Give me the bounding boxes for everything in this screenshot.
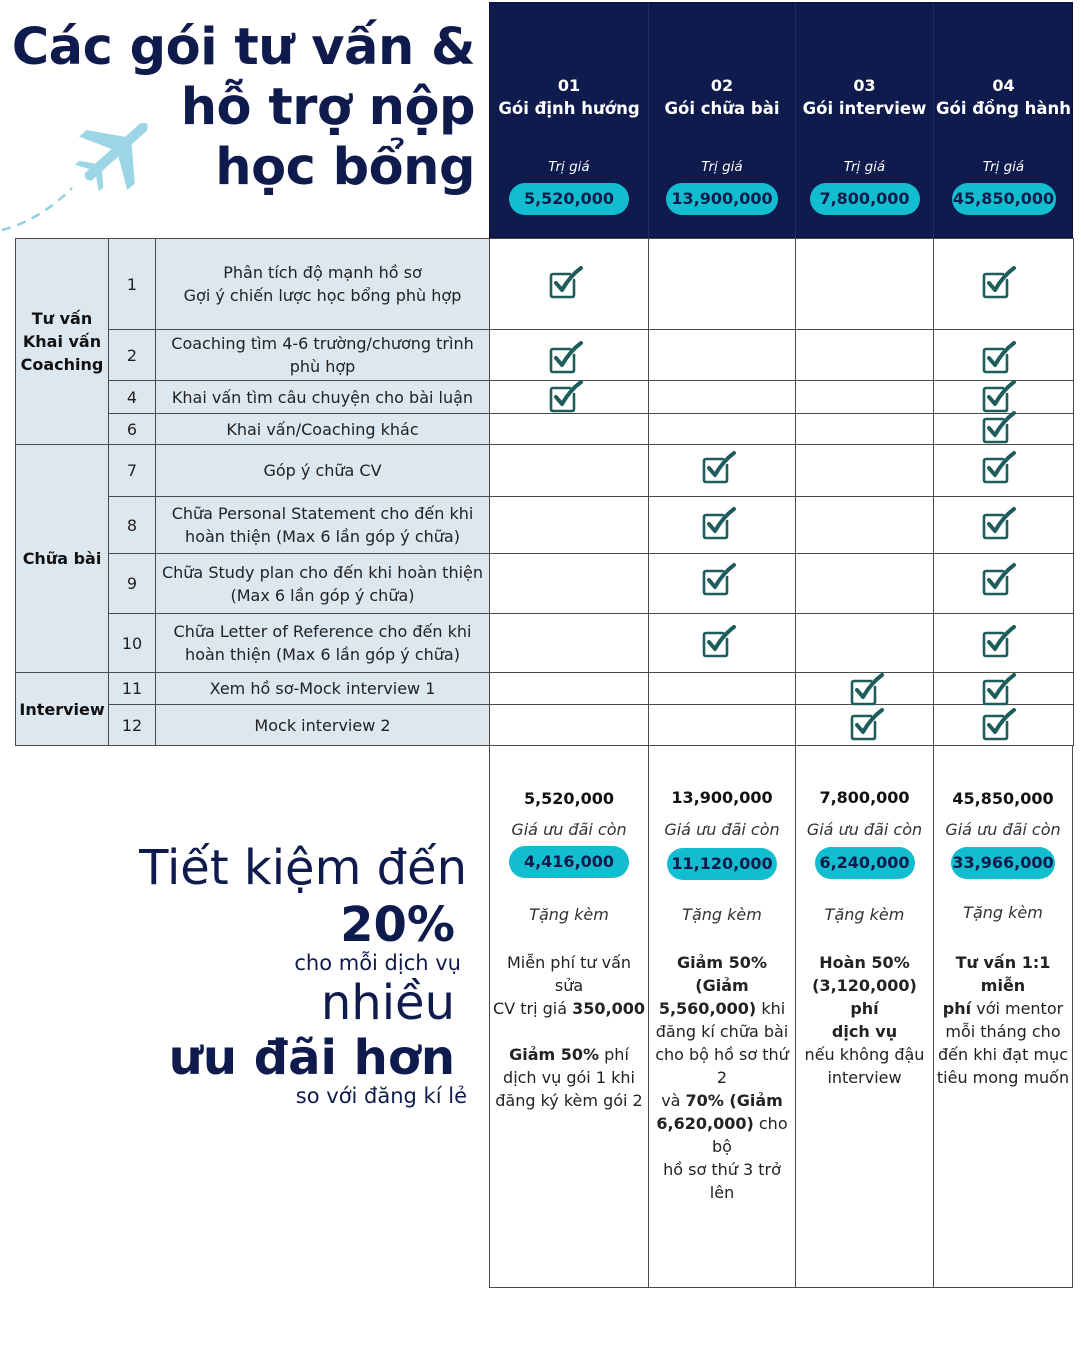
gift-text: đăng ký kèm gói 2 — [495, 1091, 643, 1110]
gift-text: đến khi đạt mục — [937, 1045, 1068, 1064]
gift-label: Tặng kèm — [824, 905, 905, 924]
gift-text: cho bộ — [712, 1114, 788, 1156]
checkmark-icon — [701, 507, 737, 541]
gift-description — [934, 951, 1072, 1089]
package-header-4 — [933, 2, 1073, 238]
savings-compare: so với đăng kí lẻ — [295, 1084, 467, 1108]
gift-line — [650, 1089, 794, 1112]
offer-pill: 11,120,000 — [667, 848, 777, 880]
service-name-text — [171, 332, 473, 378]
value-label: Trị giá — [548, 159, 590, 175]
service-name-line: (Max 6 lần góp ý chữa) — [230, 585, 415, 605]
gift-line — [491, 1089, 647, 1112]
gift-text: phí — [599, 1045, 629, 1064]
gift-text: dịch vụ gói 1 khi — [503, 1068, 635, 1087]
package-cell — [795, 329, 934, 381]
service-name-line: Phân tích độ mạnh hồ sơ — [223, 263, 422, 282]
checkmark-icon — [981, 411, 1017, 445]
service-name-line: Gợi ý chiến lược học bổng phù hợp — [183, 286, 462, 305]
service-name — [155, 672, 490, 705]
package-cell — [489, 553, 649, 614]
gift-label: Tặng kèm — [963, 903, 1043, 922]
checkmark-icon — [849, 708, 885, 742]
service-name-line: Góp ý chữa CV — [263, 461, 382, 480]
package-cell — [648, 329, 796, 381]
package-offer-2 — [648, 745, 796, 1288]
row-index: 6 — [108, 413, 156, 445]
checkmark-icon — [701, 625, 737, 659]
row-index: 2 — [108, 329, 156, 381]
gift-line — [650, 1020, 794, 1043]
package-offer-4 — [933, 745, 1073, 1288]
gift-line — [935, 997, 1071, 1020]
package-cell — [648, 413, 796, 445]
gift-line — [650, 997, 794, 1020]
gift-text: mỗi tháng cho — [945, 1022, 1061, 1041]
offer-label: Giá ưu đãi còn — [945, 820, 1061, 839]
gift-text: nếu không đậu — [804, 1045, 925, 1064]
title-line-3: học bổng — [215, 138, 475, 197]
package-number: 04 — [992, 76, 1015, 95]
package-name: Gói chữa bài — [664, 99, 780, 118]
gift-line — [797, 1066, 932, 1089]
checkmark-icon — [548, 341, 584, 375]
package-header-2 — [648, 2, 795, 238]
gift-text: tiêu mong muốn — [936, 1068, 1070, 1087]
service-name-line: Xem hồ sơ-Mock interview 1 — [209, 679, 436, 698]
savings-subtext: cho mỗi dịch vụ — [294, 951, 461, 975]
checkmark-icon — [849, 673, 885, 707]
package-cell — [489, 704, 649, 746]
gift-text-bold: (3,120,000) phí — [812, 976, 917, 1018]
package-name: Gói định hướng — [498, 99, 640, 118]
gift-text: đăng kí chữa bài — [655, 1022, 789, 1041]
service-name-text — [172, 386, 473, 409]
value-label: Trị giá — [843, 159, 886, 175]
offer-pill: 4,416,000 — [509, 846, 629, 878]
service-name — [155, 329, 490, 381]
checkmark-icon — [548, 266, 584, 300]
gift-line — [650, 1158, 794, 1181]
service-name — [155, 553, 490, 614]
service-name-text — [162, 561, 483, 607]
gift-text-bold: 5,560,000) — [658, 999, 757, 1018]
gift-text-bold: Giảm 50% (Giảm — [677, 953, 767, 995]
checkmark-icon — [548, 380, 584, 414]
row-index: 1 — [108, 238, 156, 330]
gift-line — [491, 1043, 647, 1066]
checkmark-icon — [981, 341, 1017, 375]
service-name-line: Mock interview 2 — [254, 715, 391, 735]
service-name-line: hoàn thiện (Max 6 lần góp ý chữa) — [185, 527, 460, 546]
original-price: 7,800,000 — [819, 788, 910, 807]
gift-line — [935, 1020, 1071, 1043]
gift-line — [650, 1066, 794, 1089]
checkmark-icon — [981, 673, 1017, 707]
offer-pill: 33,966,000 — [951, 847, 1055, 879]
service-name-text — [174, 620, 472, 666]
package-header-3 — [795, 2, 933, 238]
gift-text: với mentor — [971, 999, 1064, 1018]
checkmark-icon — [981, 563, 1017, 597]
package-cell — [795, 413, 934, 445]
gift-label: Tặng kèm — [682, 905, 762, 924]
package-cell — [489, 672, 649, 705]
category-cell — [15, 672, 109, 746]
gift-text-bold: 70% (Giảm — [685, 1091, 783, 1110]
checkmark-icon — [981, 451, 1017, 485]
service-name — [155, 496, 490, 554]
service-name-text — [263, 459, 381, 482]
package-cell — [795, 238, 934, 330]
category-label-line: Khai vấn — [22, 332, 102, 351]
category-label — [21, 307, 104, 376]
value-pill: 45,850,000 — [952, 183, 1056, 215]
row-index: 4 — [108, 380, 156, 414]
category-label-line: Tư vấn — [31, 309, 93, 328]
checkmark-icon — [981, 507, 1017, 541]
row-index: 8 — [108, 496, 156, 554]
gift-text: lên — [709, 1183, 735, 1202]
gift-line — [935, 1043, 1071, 1066]
package-name: Gói interview — [802, 99, 927, 118]
service-name — [155, 704, 490, 746]
package-cell — [795, 613, 934, 673]
checkmark-icon — [701, 563, 737, 597]
gift-line — [491, 1020, 647, 1043]
gift-line — [491, 951, 647, 997]
savings-better-offers: ưu đãi hơn — [168, 1030, 455, 1086]
gift-text: và — [661, 1091, 686, 1110]
package-header-1 — [490, 2, 648, 238]
gift-line — [491, 1066, 647, 1089]
service-name-line: Khai vấn tìm câu chuyện cho bài luận — [171, 387, 474, 407]
package-number: 01 — [557, 76, 581, 95]
original-price: 13,900,000 — [671, 788, 773, 807]
service-name-line: Khai vấn/Coaching khác — [226, 419, 419, 439]
package-cell — [489, 613, 649, 673]
gift-text: cho bộ hồ sơ thứ — [655, 1045, 789, 1064]
savings-percent: 20% — [340, 897, 455, 953]
checkmark-icon — [981, 625, 1017, 659]
title-line-1: Các gói tư vấn & — [11, 18, 475, 77]
service-name-text — [254, 714, 390, 737]
original-price: 5,520,000 — [523, 789, 615, 808]
row-index: 7 — [108, 444, 156, 497]
gift-text-bold: 6,620,000) — [656, 1114, 754, 1133]
savings-headline: Tiết kiệm đến — [139, 840, 467, 896]
package-cell — [648, 380, 796, 414]
category-label — [23, 547, 102, 570]
original-price: 45,850,000 — [952, 789, 1054, 808]
gift-line — [491, 997, 647, 1020]
service-name-line: Chữa Study plan cho đến khi hoàn thiện — [161, 562, 484, 582]
gift-line — [935, 951, 1071, 997]
row-index: 12 — [108, 704, 156, 746]
package-cell — [795, 444, 934, 497]
offer-pill: 6,240,000 — [815, 847, 915, 879]
gift-text: hồ sơ thứ 3 trở — [663, 1160, 781, 1179]
category-label-line: Chữa bài — [22, 549, 102, 568]
package-cell — [648, 238, 796, 330]
service-name-text — [226, 418, 418, 441]
service-name — [155, 413, 490, 445]
service-name — [155, 613, 490, 673]
gift-line — [797, 951, 932, 974]
offer-label: Giá ưu đãi còn — [664, 820, 780, 839]
gift-description — [649, 951, 795, 1204]
gift-text: 2 — [716, 1068, 728, 1087]
title-line-2: hỗ trợ nộp — [180, 78, 475, 137]
gift-line — [650, 1043, 794, 1066]
package-name: Gói đồng hành — [935, 99, 1072, 118]
package-cell — [795, 380, 934, 414]
package-cell — [795, 553, 934, 614]
service-name — [155, 380, 490, 414]
gift-line — [797, 1020, 932, 1043]
gift-text: CV trị giá — [493, 999, 573, 1018]
checkmark-icon — [981, 266, 1017, 300]
gift-line — [650, 1181, 794, 1204]
package-cell — [648, 672, 796, 705]
service-name-text — [210, 677, 436, 700]
category-label-line: Coaching — [20, 355, 104, 374]
checkmark-icon — [701, 451, 737, 485]
package-offer-3 — [795, 745, 934, 1288]
package-cell — [489, 496, 649, 554]
value-label: Trị giá — [982, 159, 1025, 175]
gift-line — [797, 974, 932, 1020]
gift-text-bold: dịch vụ — [831, 1022, 898, 1041]
gift-label: Tặng kèm — [529, 905, 609, 924]
row-index: 10 — [108, 613, 156, 673]
offer-label: Giá ưu đãi còn — [511, 820, 627, 839]
airplane-icon — [0, 108, 160, 238]
value-label: Trị giá — [701, 159, 743, 175]
package-offer-1 — [489, 745, 649, 1288]
service-name — [155, 238, 490, 330]
row-index: 9 — [108, 553, 156, 614]
gift-text-bold: 350,000 — [572, 999, 645, 1018]
service-name-line: Coaching tìm 4-6 trường/chương trình — [171, 334, 474, 353]
gift-text-bold: Tư vấn 1:1 miễn — [955, 953, 1051, 995]
gift-text-bold: Giảm 50% — [509, 1045, 600, 1064]
savings-more: nhiều — [320, 975, 455, 1031]
value-pill: 13,900,000 — [666, 183, 778, 215]
package-number: 03 — [853, 76, 876, 95]
checkmark-icon — [981, 380, 1017, 414]
gift-text: khi — [756, 999, 786, 1018]
category-label-line: Interview — [19, 699, 105, 719]
package-cell — [489, 413, 649, 445]
service-name-text — [184, 261, 462, 307]
value-pill: 7,800,000 — [810, 183, 920, 215]
service-name-line: phù hợp — [289, 357, 356, 376]
gift-text-bold: Hoàn 50% — [819, 953, 910, 972]
offer-label: Giá ưu đãi còn — [806, 820, 923, 839]
value-pill: 5,520,000 — [509, 183, 629, 215]
package-number: 02 — [710, 76, 734, 95]
gift-text: interview — [827, 1068, 902, 1087]
gift-text: Miễn phí tư vấn sửa — [506, 953, 632, 995]
service-name-line: Chữa Personal Statement cho đến khi — [171, 504, 474, 523]
service-name-line: hoàn thiện (Max 6 lần góp ý chữa) — [185, 645, 460, 664]
gift-description — [796, 951, 933, 1089]
package-cell — [489, 444, 649, 497]
service-name — [155, 444, 490, 497]
service-name-text — [172, 502, 474, 548]
gift-line — [650, 1112, 794, 1158]
gift-text-bold: phí — [942, 999, 972, 1018]
category-cell — [15, 444, 109, 673]
gift-description — [490, 951, 648, 1112]
checkmark-icon — [981, 708, 1017, 742]
service-name-line: Chữa Letter of Reference cho đến khi — [173, 622, 472, 641]
row-index: 11 — [108, 672, 156, 705]
gift-line — [797, 1043, 932, 1066]
package-cell — [795, 496, 934, 554]
category-cell — [15, 238, 109, 445]
category-label — [19, 698, 104, 721]
gift-line — [650, 951, 794, 997]
gift-line — [935, 1066, 1071, 1089]
package-cell — [648, 704, 796, 746]
